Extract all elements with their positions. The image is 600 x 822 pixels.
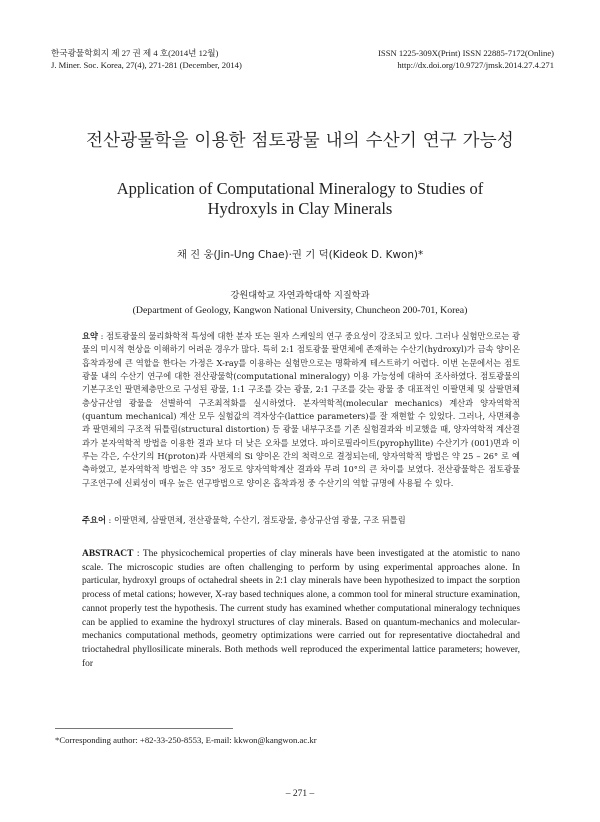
title-english-line-1: Application of Computational Mineralogy to Studies of [116, 179, 484, 198]
footnote-divider [55, 728, 233, 729]
authors: 채 진 웅(Jin-Ung Chae)·권 기 덕(Kideok D. Kwon)* [176, 249, 424, 261]
journal-en: J. Miner. Soc. Korea, 27(4), 271-281 (December, 2014) [51, 60, 242, 70]
keywords-text: : 이팔면체, 삼팔면체, 전산광물학, 수산기, 점토광물, 층상규산염 광물, 구조 뒤틀림 [105, 515, 406, 525]
abstract-english [82, 548, 520, 671]
issn: ISSN 1225-309X(Print) ISSN 22885-7172(Online) [378, 48, 554, 58]
running-header [51, 47, 554, 71]
corresponding-author-footnote: *Corresponding author: +82-33-250-8553, E-mail: kkwon@kangwon.ac.kr [55, 735, 317, 745]
title-korean: 전산광물학을 이용한 점토광물 내의 수산기 연구 가능성 [86, 131, 514, 151]
title-english-line-2: Hydroxyls in Clay Minerals [207, 199, 393, 218]
header-row-1 [51, 47, 554, 59]
abstract-english-label: ABSTRACT [82, 549, 134, 559]
journal-ko: 한국광물학회지 제 27 권 제 4 호(2014년 12월) [51, 48, 219, 58]
abstract-english-text: : The physicochemical properties of clay minerals have been investigated at the atomistic to nano scale. The microscopic studies are often challenging to perform by using experimental approaches alone. In particular, hydroxyl groups of octahedral sheets in 2:1 clay minerals have been hypothesized to impact the sorption process of metal cations; however, X-ray based techniques alone, a common tool for mineral structure examination, cannot properly test the hypothesis. The current study has examined whether computational mineralogy techniques can be applied to examine the hydroxyl structures of clay minerals. Based on quantum-mechanics and molecular-mechanics computational methods, geometry optimizations were carried out for representative dioctahedral and trioctahedral phyllosilicate minerals. Both methods well reproduced the experimental lattice parameters; however, for [82, 549, 520, 669]
affiliation-korean: 강원대학교 자연과학대학 지질학과 [230, 290, 370, 301]
keywords-label: 주요어 [82, 515, 106, 525]
page-number: – 271 – [285, 789, 315, 799]
abstract-korean-label: 요약 [82, 331, 98, 341]
doi-link[interactable]: http://dx.doi.org/10.9727/jmsk.2014.27.4.271 [397, 60, 554, 70]
affiliation [0, 288, 600, 318]
abstract-korean [82, 330, 520, 490]
abstract-korean-text: : 점토광물의 물리화학적 특성에 대한 분자 또는 원자 스케일의 연구 중요성이 강조되고 있다. 그러나 실험만으로는 광물의 미시적 현상을 이해하기 어려운 경우가 많다. 특히 2:1 점토광물 팔면체에 존재하는 수산기(hydroxyl)가 금속 양이온 흡착과정에 큰 역할을 한다는 가정은 X-ray를 이용하는 실험만으로는 명확하게 테스트하기 어렵다. 이번 논문에서는 점토광물 내의 수산기 연구에 대한 전산광물학(computational mineralogy) 이용 가능성에 대하여 조사하였다. 점토광물의 기본구조인 팔면체층만으로 구성된 광물, 1:1 구조를 갖는 광물, 2:1 구조를 갖는 광물 중 대표적인 이팔면체 및 삼팔면체 층상규산염 광물을 선별하여 구조최적화를 실시하였다. 분자역학적(molecular mechanics) 계산과 양자역학적(quantum mechanical) 계산 모두 실험값의 격자상수(lattice parameters)를 잘 재현할 수 있었다. 그러나, 사면체층과 팔면체의 구조적 뒤틀림(structural distortion) 등 광물 내부구조를 기존 실험결과와 비교했을 때, 양자역학적 계산결과가 분자역학적 방법을 이용한 결과 보다 더 낮은 오차를 보였다. 파이로필라이트(pyrophyllite) 수산기가 (001)면과 이루는 각은, 수산기의 H(proton)과 사면체의 Si 양이온 간의 척력으로 결정되는데, 양자역학적 방법은 약 25 – 26° 로 예측하였고, 분자역학적 방법은 약 35° 정도로 양자역학계산 결과와 무려 10°의 큰 차이를 보였다. 전산광물학은 점토광물 구조연구에 신뢰성이 매우 높은 연구방법으로 양이온 흡착과정 중 수산기의 역할 규명에 사용될 수 있다. [82, 331, 520, 488]
header-row-2 [51, 59, 554, 71]
keywords-korean [82, 514, 520, 527]
title-english [0, 179, 600, 219]
affiliation-english: (Department of Geology, Kangwon National University, Chuncheon 200-701, Korea) [132, 305, 468, 316]
